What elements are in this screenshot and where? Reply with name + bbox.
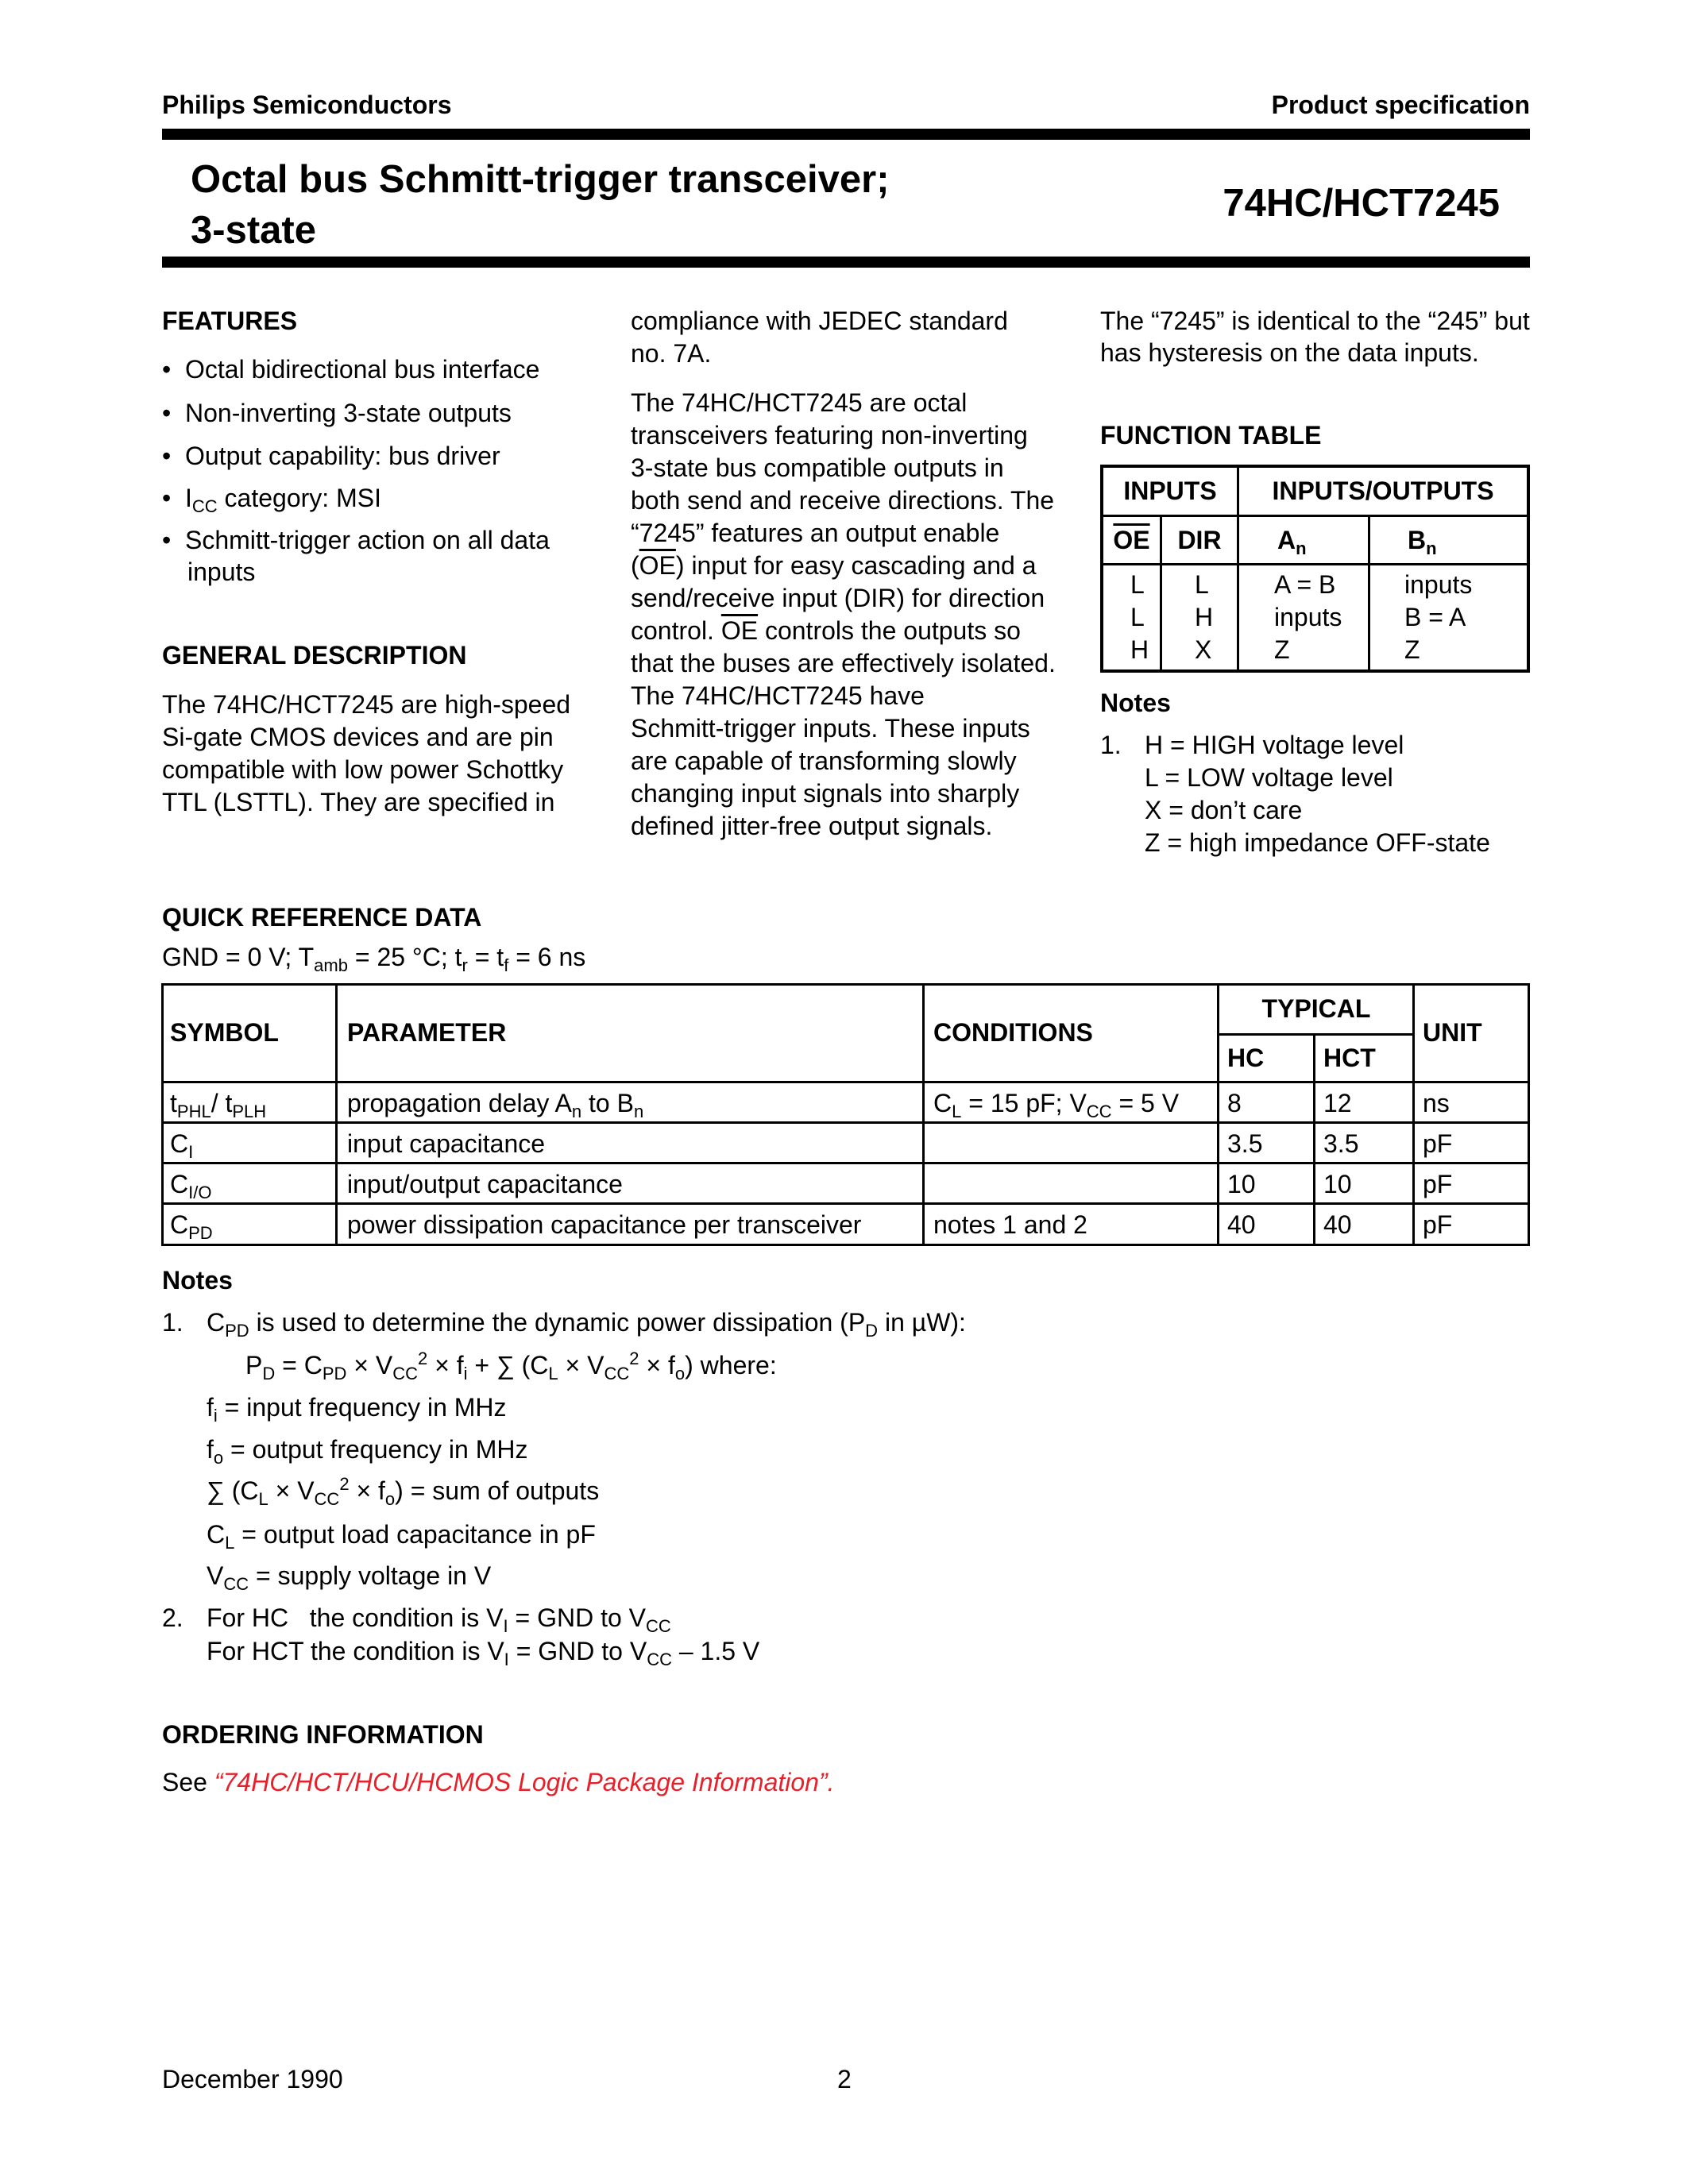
feature-sub: CC (191, 496, 218, 516)
cell-hc: 3.5 (1227, 1129, 1263, 1158)
cell-hct: 40 (1323, 1210, 1352, 1239)
cell-an: A = B (1274, 570, 1336, 599)
description-line: compatible with low power Schottky (162, 755, 564, 784)
text: For HCT the condition is V (207, 1637, 504, 1665)
table-border (1100, 563, 1530, 565)
features-heading: FEATURES (162, 307, 298, 335)
text: V (207, 1561, 224, 1590)
text: = output frequency in MHz (223, 1435, 528, 1464)
text: ) where: (685, 1351, 777, 1379)
description-line: TTL (LSTTL). They are specified in (162, 788, 555, 816)
cell-an: inputs (1274, 603, 1342, 631)
text: + ∑ (C (467, 1351, 549, 1379)
description-line: The 74HC/HCT7245 are high-speed (162, 690, 571, 719)
text: f (207, 1393, 214, 1422)
feature-text: Octal bidirectional bus interface (184, 355, 540, 384)
text: f (207, 1435, 214, 1464)
sup: 2 (339, 1474, 350, 1494)
oe-signal: $\overline{OE}$ (639, 551, 676, 580)
header-an (1277, 524, 1307, 556)
cell-oe: H (1130, 635, 1149, 664)
general-description-heading: GENERAL DESCRIPTION (162, 641, 467, 669)
note-number: 2. (162, 1603, 183, 1632)
cell-parameter: input capacitance (347, 1129, 546, 1158)
text: B (1408, 526, 1427, 554)
text: to B (581, 1089, 634, 1117)
description-line: Si-gate CMOS devices and are pin (162, 723, 554, 751)
company-name: Philips Semiconductors (162, 91, 452, 119)
quick-reference-heading: QUICK REFERENCE DATA (162, 903, 482, 932)
sub: PD (225, 1321, 249, 1341)
table-border (1100, 515, 1530, 517)
part-number: 74HC/HCT7245 (1223, 182, 1500, 225)
paragraph-gap (631, 370, 1056, 387)
text: See (162, 1768, 214, 1796)
package-info-link[interactable]: “74HC/HCT/HCU/HCMOS Logic Package Information” (214, 1768, 828, 1796)
sub: D (262, 1364, 276, 1383)
table-border (162, 1202, 1530, 1205)
sub: D (865, 1321, 879, 1341)
header-typical: TYPICAL (1261, 994, 1371, 1023)
cell-symbol (170, 1128, 193, 1160)
text: × V (268, 1476, 315, 1505)
table-border (1100, 465, 1530, 468)
sub: PHL (176, 1102, 211, 1121)
note-line (207, 1518, 596, 1553)
sub: PD (322, 1364, 347, 1383)
feature-item: • Schmitt-trigger action on all data (162, 526, 550, 554)
sub: I/O (188, 1183, 212, 1202)
note-line (207, 1306, 966, 1341)
cell-symbol (170, 1168, 211, 1200)
cell-hc: 40 (1227, 1210, 1256, 1239)
title-line2: 3-state (191, 209, 316, 252)
note-line (207, 1391, 507, 1426)
text: in µW): (878, 1308, 966, 1337)
text: t (170, 1089, 177, 1117)
sub: o (674, 1364, 686, 1383)
cell-dir: L (1195, 570, 1209, 599)
cell-dir: X (1195, 635, 1212, 664)
note-line: L = LOW voltage level (1145, 763, 1393, 792)
text: = GND to V (508, 1603, 646, 1632)
description-line: The 74HC/HCT7245 have (631, 681, 925, 710)
table-border (162, 1081, 1530, 1083)
text: / t (211, 1089, 233, 1117)
text: = 5 V (1111, 1089, 1180, 1117)
feature-text: category: MSI (217, 484, 381, 512)
feature-item: • Octal bidirectional bus interface (162, 355, 540, 384)
text: × f (639, 1351, 675, 1379)
note-line: X = don’t care (1145, 796, 1303, 824)
sub: I (503, 1616, 508, 1636)
header-unit: UNIT (1423, 1018, 1482, 1047)
text: GND = 0 V; T (162, 943, 315, 971)
sup: 2 (629, 1349, 639, 1368)
sub: i (213, 1406, 218, 1426)
table-border (162, 1121, 1530, 1124)
feature-text: Output capability: bus driver (184, 442, 500, 470)
text: ( (631, 551, 639, 580)
function-table-heading: FUNCTION TABLE (1100, 421, 1322, 450)
cell-hct: 10 (1323, 1170, 1352, 1198)
text: A (1277, 526, 1296, 554)
note-line (207, 1560, 491, 1592)
description-line: Schmitt-trigger inputs. These inputs (631, 714, 1030, 743)
header-inputs-outputs: INPUTS/OUTPUTS (1272, 477, 1494, 505)
sub: CC (392, 1364, 418, 1383)
description-line (631, 550, 1056, 582)
text: C (207, 1308, 226, 1337)
ordering-heading: ORDERING INFORMATION (162, 1720, 484, 1749)
sup: 2 (417, 1349, 428, 1368)
sub: o (384, 1489, 396, 1509)
header-parameter: PARAMETER (347, 1018, 507, 1047)
text: = 15 pF; V (961, 1089, 1087, 1117)
cell-symbol (170, 1209, 213, 1241)
cell-an: Z (1274, 635, 1290, 664)
header-inputs: INPUTS (1123, 477, 1217, 505)
sub: CC (647, 1650, 672, 1669)
table-border (162, 1162, 1530, 1164)
description-line: “7245” features an output enable (631, 519, 1000, 547)
description-line: 3-state bus compatible outputs in (631, 453, 1004, 482)
cell-parameter: power dissipation capacitance per transceiver (347, 1210, 862, 1239)
cell-oe: L (1130, 570, 1145, 599)
description-line: send/receive input (DIR) for direction (631, 584, 1045, 612)
cell-bn: Z (1404, 635, 1420, 664)
text: = output load capacitance in pF (234, 1520, 596, 1549)
cell-bn: B = A (1404, 603, 1466, 631)
sub: L (258, 1489, 268, 1509)
cell-hct: 3.5 (1323, 1129, 1359, 1158)
sub: n (1296, 538, 1307, 558)
description-column-2 (631, 305, 1056, 843)
cell-parameter: input/output capacitance (347, 1170, 623, 1198)
note-line (207, 1475, 599, 1507)
title-rule (162, 257, 1530, 268)
table-border (1368, 515, 1370, 673)
text: P (245, 1351, 263, 1379)
feature-text: I (184, 484, 192, 512)
table-border (1100, 669, 1530, 673)
text: = supply voltage in V (249, 1561, 492, 1590)
footer-date: December 1990 (162, 2065, 343, 2093)
text: ∑ (C (207, 1476, 259, 1505)
description-line (631, 615, 1056, 647)
header-conditions: CONDITIONS (933, 1018, 1093, 1047)
description-line: no. 7A. (631, 339, 712, 368)
title-line1: Octal bus Schmitt-trigger transceiver; (191, 158, 890, 201)
sub: CC (1086, 1102, 1112, 1121)
cell-unit: ns (1423, 1089, 1450, 1117)
text: = input frequency in MHz (217, 1393, 507, 1422)
sub: o (213, 1448, 224, 1468)
sub: L (952, 1102, 962, 1121)
cell-parameter (347, 1087, 643, 1119)
table-border (922, 983, 925, 1246)
cell-conditions: notes 1 and 2 (933, 1210, 1087, 1239)
oe-signal: $\overline{OE}$ (720, 616, 759, 645)
cell-unit: pF (1423, 1170, 1453, 1198)
header-bn (1408, 524, 1437, 556)
cell-hct: 12 (1323, 1089, 1352, 1117)
feature-item: • $I_{CC}$ category: MSI (162, 484, 381, 516)
description-line: defined jitter-free output signals. (631, 812, 993, 840)
description-line: has hysteresis on the data inputs. (1100, 338, 1479, 367)
note-line: Z = high impedance OFF-state (1145, 828, 1490, 857)
cell-unit: pF (1423, 1210, 1453, 1239)
table-border (1218, 1033, 1413, 1036)
cell-hc: 10 (1227, 1170, 1256, 1198)
text: is used to determine the dynamic power dissipation (P (249, 1308, 866, 1337)
text: C (170, 1210, 189, 1239)
sub: n (1426, 538, 1437, 558)
header-rule (162, 129, 1530, 140)
function-notes-heading: Notes (1100, 689, 1171, 717)
page-number: 2 (837, 2065, 852, 2093)
note-number: 1. (1100, 731, 1122, 759)
note-line: H = HIGH voltage level (1145, 731, 1404, 759)
sub: I (504, 1650, 509, 1669)
sub: CC (604, 1364, 630, 1383)
text: – 1.5 V (671, 1637, 760, 1665)
feature-text: Schmitt-trigger action on all data (184, 526, 550, 554)
sub: I (188, 1142, 194, 1162)
formula (245, 1349, 777, 1381)
ordering-text (162, 1766, 835, 1798)
note-line (207, 1635, 759, 1667)
description-line: The 74HC/HCT7245 are octal (631, 388, 968, 417)
text: ) input for easy cascading and a (675, 551, 1037, 580)
text: = t (467, 943, 504, 971)
description-line: changing input signals into sharply (631, 779, 1020, 808)
text: control. (631, 616, 721, 645)
sub: n (633, 1102, 644, 1121)
text: × f (349, 1476, 385, 1505)
description-line: The “7245” is identical to the “245” but (1100, 307, 1530, 335)
text: propagation delay A (347, 1089, 572, 1117)
text: . (827, 1768, 835, 1796)
sub: i (463, 1364, 468, 1383)
header-oe: $\overline{OE}$ (1113, 526, 1150, 554)
table-border (335, 983, 338, 1246)
description-line: that the buses are effectively isolated. (631, 649, 1056, 677)
notes-heading: Notes (162, 1266, 233, 1295)
cell-conditions (933, 1087, 1179, 1119)
table-border (161, 983, 164, 1246)
feature-text: Non-inverting 3-state outputs (184, 399, 512, 427)
feature-item: • Non-inverting 3-state outputs (162, 399, 512, 427)
cell-bn: inputs (1404, 570, 1473, 599)
cell-unit: pF (1423, 1129, 1453, 1158)
table-border (1528, 983, 1530, 1246)
sub: amb (314, 955, 348, 975)
sub: PLH (232, 1102, 267, 1121)
sub: n (571, 1102, 582, 1121)
description-line: transceivers featuring non-inverting (631, 421, 1028, 450)
quick-reference-conditions (162, 941, 585, 973)
note-line (207, 1602, 671, 1634)
header-hct: HCT (1323, 1044, 1376, 1072)
text: C (170, 1129, 189, 1158)
sub: CC (314, 1489, 340, 1509)
text: × V (558, 1351, 605, 1379)
text: × V (346, 1351, 393, 1379)
text: = 6 ns (508, 943, 586, 971)
description-line: are capable of transforming slowly (631, 747, 1017, 775)
doc-type: Product specification (1271, 91, 1530, 119)
sub: PD (188, 1223, 213, 1243)
table-border (1527, 465, 1530, 673)
header-symbol: SYMBOL (170, 1018, 279, 1047)
feature-item-cont: inputs (187, 558, 256, 586)
sub: L (548, 1364, 558, 1383)
table-border (162, 983, 1530, 986)
header-hc: HC (1227, 1044, 1265, 1072)
text: = 25 °C; t (347, 943, 462, 971)
sub: L (225, 1533, 235, 1553)
table-border (1313, 1033, 1315, 1246)
text: = C (275, 1351, 323, 1379)
cell-oe: L (1130, 603, 1145, 631)
sub: r (462, 955, 468, 975)
text: ) = sum of outputs (395, 1476, 600, 1505)
feature-item: • Output capability: bus driver (162, 442, 500, 470)
note-line (207, 1433, 528, 1468)
description-line: compliance with JEDEC standard (631, 307, 1008, 335)
note-number: 1. (162, 1308, 183, 1337)
cell-dir: H (1195, 603, 1214, 631)
header-dir: DIR (1177, 526, 1222, 554)
table-border (162, 1244, 1530, 1246)
sub: CC (646, 1616, 671, 1636)
cell-symbol (170, 1087, 266, 1119)
text: C (207, 1520, 226, 1549)
description-line: both send and receive directions. The (631, 486, 1055, 515)
cell-hc: 8 (1227, 1089, 1242, 1117)
text: controls the outputs so (758, 616, 1021, 645)
text: = GND to V (508, 1637, 647, 1665)
sub: f (504, 955, 509, 975)
text: C (933, 1089, 952, 1117)
sub: CC (223, 1574, 249, 1594)
text: C (170, 1170, 189, 1198)
text: × f (427, 1351, 464, 1379)
text: For HC the condition is V (207, 1603, 504, 1632)
